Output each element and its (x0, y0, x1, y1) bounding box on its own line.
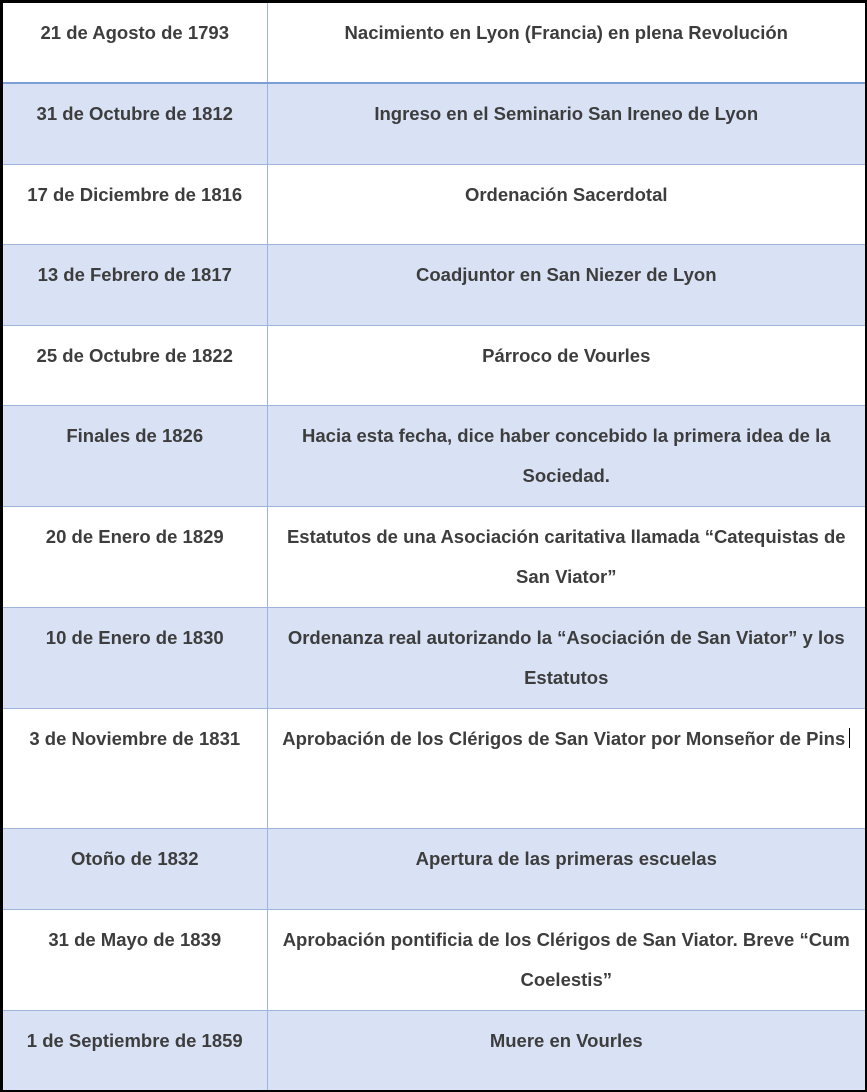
date-cell: 3 de Noviembre de 1831 (3, 708, 267, 828)
event-cell: Aprobación pontificia de los Clérigos de San Viator. Breve “Cum Coelestis” (267, 909, 865, 1010)
event-text: Aprobación de los Clérigos de San Viator por Monseñor de Pins (282, 727, 846, 749)
event-cell[interactable] (267, 708, 865, 828)
date-cell: Otoño de 1832 (3, 828, 267, 909)
date-cell: Finales de 1826 (3, 405, 267, 506)
table-row (3, 3, 865, 83)
event-cell: Párroco de Vourles (267, 325, 865, 405)
date-cell: 1 de Septiembre de 1859 (3, 1010, 267, 1090)
table-row (3, 909, 865, 1010)
table-row (3, 325, 865, 405)
event-cell: Ordenanza real autorizando la “Asociación de San Viator” y los Estatutos (267, 607, 865, 708)
event-cell: Ordenación Sacerdotal (267, 164, 865, 244)
table-row (3, 607, 865, 708)
event-cell: Muere en Vourles (267, 1010, 865, 1090)
table-row (3, 83, 865, 164)
date-cell: 13 de Febrero de 1817 (3, 244, 267, 325)
event-cell: Nacimiento en Lyon (Francia) en plena Revolución (267, 3, 865, 83)
timeline-table (3, 3, 865, 1090)
date-cell: 10 de Enero de 1830 (3, 607, 267, 708)
event-cell: Hacia esta fecha, dice haber concebido la primera idea de la Sociedad. (267, 405, 865, 506)
table-row (3, 828, 865, 909)
date-cell: 31 de Mayo de 1839 (3, 909, 267, 1010)
date-cell: 25 de Octubre de 1822 (3, 325, 267, 405)
table-row (3, 405, 865, 506)
event-cell: Coadjuntor en San Niezer de Lyon (267, 244, 865, 325)
table-row (3, 708, 865, 828)
event-cell: Ingreso en el Seminario San Ireneo de Lyon (267, 83, 865, 164)
table-row (3, 244, 865, 325)
date-cell: 20 de Enero de 1829 (3, 506, 267, 607)
table-row (3, 164, 865, 244)
event-cell: Apertura de las primeras escuelas (267, 828, 865, 909)
date-cell: 21 de Agosto de 1793 (3, 3, 267, 83)
table-row (3, 506, 865, 607)
text-cursor (849, 728, 850, 748)
date-cell: 17 de Diciembre de 1816 (3, 164, 267, 244)
table-row (3, 1010, 865, 1090)
event-cell: Estatutos de una Asociación caritativa llamada “Catequistas de San Viator” (267, 506, 865, 607)
date-cell: 31 de Octubre de 1812 (3, 83, 267, 164)
